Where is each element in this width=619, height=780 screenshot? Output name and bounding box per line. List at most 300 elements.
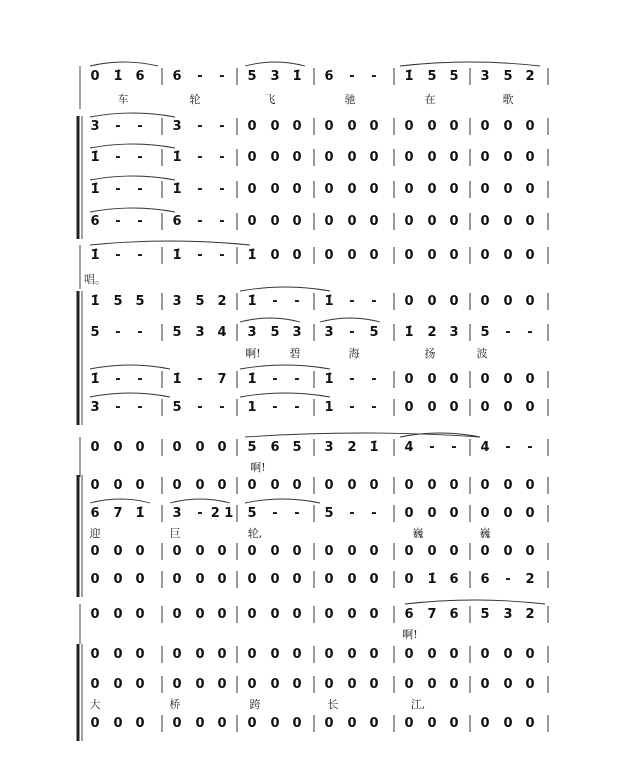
note: 0 <box>270 150 280 165</box>
note: 0 <box>449 677 459 692</box>
note: 0 <box>427 506 437 521</box>
note: 0 <box>217 478 227 493</box>
measure <box>324 544 378 559</box>
dash-note: - <box>505 440 511 455</box>
measure <box>480 677 534 692</box>
note: 0 <box>347 119 357 134</box>
note: 0 <box>347 677 357 692</box>
note: 1̇ <box>172 248 182 263</box>
staff-row <box>90 606 548 623</box>
measure <box>247 478 301 493</box>
measure <box>324 478 378 493</box>
note: 0 <box>525 248 535 263</box>
note: 0 <box>324 214 334 229</box>
note: 0 <box>404 294 414 309</box>
measure <box>480 248 534 263</box>
note: 0 <box>135 647 145 662</box>
dash-note: - <box>115 400 121 415</box>
note: 3 <box>480 69 490 84</box>
dash-note: - <box>197 182 203 197</box>
note: 0 <box>270 716 280 731</box>
measure <box>404 544 458 559</box>
slur-line <box>90 62 158 66</box>
measure <box>90 440 144 455</box>
note: 0 <box>525 294 535 309</box>
dash-note: - <box>137 119 143 134</box>
note: 0 <box>369 647 379 662</box>
note: 1̇ <box>90 294 100 309</box>
note: 0 <box>347 572 357 587</box>
note: 0 <box>480 716 490 731</box>
note: 0 <box>480 544 490 559</box>
note: 1̇ <box>324 294 334 309</box>
note: 0 <box>172 607 182 622</box>
note: 0 <box>217 607 227 622</box>
note: 5 <box>324 506 334 521</box>
lyric-word: 扬 <box>424 347 436 360</box>
slur-line <box>400 62 540 66</box>
note: 0 <box>172 716 182 731</box>
staff-row <box>90 181 548 198</box>
note: 0 <box>503 506 513 521</box>
note: 0 <box>172 440 182 455</box>
measure <box>247 506 299 521</box>
score-system-3 <box>78 437 548 597</box>
note: 0 <box>195 544 205 559</box>
note: 7 <box>427 607 437 622</box>
note: 3 <box>172 294 182 309</box>
measure <box>90 119 142 134</box>
note: 0 <box>503 182 513 197</box>
note: 0 <box>113 677 123 692</box>
note: 2 1 <box>210 506 234 521</box>
dash-note: - <box>219 119 225 134</box>
note: 0 <box>270 478 280 493</box>
note: 1̇ <box>427 572 437 587</box>
measure <box>90 607 144 622</box>
measure <box>324 214 378 229</box>
note: 0 <box>525 478 535 493</box>
dash-note: - <box>371 506 377 521</box>
measure <box>247 372 299 387</box>
score-system-1 <box>78 66 548 239</box>
note: 0 <box>135 677 145 692</box>
lyric-word: 长 <box>327 698 339 711</box>
lyric-word: 碧 <box>289 347 301 360</box>
dash-note: - <box>219 400 225 415</box>
measure <box>324 572 378 587</box>
note: 0 <box>247 647 257 662</box>
lyric-word: 巍 <box>479 527 491 540</box>
measure <box>247 214 301 229</box>
note: 0 <box>404 506 414 521</box>
note: 0 <box>347 607 357 622</box>
note: 0 <box>449 400 459 415</box>
dash-note: - <box>349 294 355 309</box>
note: 0 <box>480 478 490 493</box>
note: 1̇ <box>247 294 257 309</box>
note: 0 <box>503 294 513 309</box>
note: 0 <box>480 248 490 263</box>
staff-row <box>90 118 548 135</box>
dash-note: - <box>115 119 121 134</box>
dash-note: - <box>505 572 511 587</box>
note: 0 <box>113 716 123 731</box>
measure <box>480 506 534 521</box>
lyric-row <box>118 92 514 106</box>
note: 0 <box>404 372 414 387</box>
slur-line <box>245 433 480 437</box>
note: 0 <box>525 182 535 197</box>
note: 0 <box>369 544 379 559</box>
dash-note: - <box>197 372 203 387</box>
lyric-word: 飞 <box>264 93 276 106</box>
staff-row <box>90 324 548 341</box>
measure <box>247 69 301 84</box>
note: 0 <box>270 248 280 263</box>
measure <box>172 150 224 165</box>
note: 1 <box>324 400 334 415</box>
note: 0 <box>449 248 459 263</box>
note: 0 <box>404 248 414 263</box>
slur-line <box>90 113 175 117</box>
measure <box>172 214 224 229</box>
note: 0 <box>195 716 205 731</box>
note: 0 <box>369 478 379 493</box>
dash-note: - <box>197 69 203 84</box>
lyric-row <box>402 628 417 641</box>
measure <box>247 325 301 340</box>
measure <box>480 182 534 197</box>
measure <box>247 150 301 165</box>
note: 0 <box>135 716 145 731</box>
dash-note: - <box>197 248 203 263</box>
slur-line <box>90 144 175 148</box>
note: 1̇ <box>404 325 414 340</box>
note: 0 <box>404 716 414 731</box>
note: 2 <box>347 440 357 455</box>
staff-row <box>90 149 548 166</box>
note: 0 <box>113 478 123 493</box>
measure <box>480 400 534 415</box>
note: 0 <box>503 677 513 692</box>
dash-note: - <box>219 182 225 197</box>
note: 1̇ <box>90 248 100 263</box>
note: 7 <box>113 506 123 521</box>
note: 0 <box>324 572 334 587</box>
note: 0 <box>292 572 302 587</box>
measure <box>172 607 226 622</box>
note: 0 <box>404 182 414 197</box>
lyric-word: 波 <box>476 347 488 360</box>
lyric-row <box>90 526 491 540</box>
note: 0 <box>449 372 459 387</box>
note: 0 <box>270 119 280 134</box>
note: 0 <box>347 182 357 197</box>
lyric-word: 歌 <box>502 93 514 106</box>
measure <box>480 150 534 165</box>
note: 3 <box>292 325 302 340</box>
measure <box>90 544 144 559</box>
note: 3 <box>324 325 334 340</box>
measure <box>404 182 458 197</box>
note: 0 <box>369 214 379 229</box>
note: 1 <box>247 400 257 415</box>
note: 0 <box>449 506 459 521</box>
measure <box>90 294 144 309</box>
note: 3 <box>172 506 182 521</box>
note: 0 <box>404 214 414 229</box>
note: 0 <box>292 248 302 263</box>
dash-note: - <box>294 400 300 415</box>
lyric-word: 啊! <box>402 628 418 641</box>
note: 6 <box>135 69 145 84</box>
measure <box>480 478 534 493</box>
measure <box>324 607 378 622</box>
note: 1̇ <box>135 506 145 521</box>
note: 0 <box>292 607 302 622</box>
note: 0 <box>113 647 123 662</box>
slur-line <box>240 318 300 322</box>
note: 0 <box>525 647 535 662</box>
note: 0 <box>369 572 379 587</box>
measure <box>324 677 378 692</box>
measure <box>247 440 301 455</box>
measure <box>90 506 144 521</box>
measure <box>172 506 233 521</box>
note: 0 <box>503 119 513 134</box>
lyric-word: 桥 <box>169 698 181 711</box>
note: 1̇ <box>172 150 182 165</box>
lyric-word: 啊! <box>250 461 266 474</box>
note: 0 <box>347 150 357 165</box>
note: 0 <box>217 647 227 662</box>
measure <box>90 716 144 731</box>
lyric-row <box>250 461 265 474</box>
measure <box>172 677 226 692</box>
note: 0 <box>247 607 257 622</box>
measure <box>172 248 224 263</box>
note: 6 <box>172 214 182 229</box>
measure <box>480 572 534 587</box>
measure <box>324 400 376 415</box>
slur-line <box>240 287 330 291</box>
measure <box>172 69 224 84</box>
staff-row <box>90 68 548 85</box>
note: 5 <box>195 294 205 309</box>
measure <box>404 150 458 165</box>
dash-note: - <box>371 372 377 387</box>
slur-line <box>90 499 150 503</box>
note: 0 <box>369 716 379 731</box>
measure <box>324 372 376 387</box>
measure <box>404 677 458 692</box>
measure <box>404 716 458 731</box>
measure <box>90 478 144 493</box>
measure <box>480 607 534 622</box>
note: 0 <box>270 572 280 587</box>
note: 0 <box>247 572 257 587</box>
note: 0 <box>480 214 490 229</box>
note: 3 <box>270 69 280 84</box>
note: 0 <box>449 119 459 134</box>
note: 0 <box>195 607 205 622</box>
measure <box>247 716 301 731</box>
lyric-word: 跨 <box>249 698 261 711</box>
note: 0 <box>270 607 280 622</box>
measure <box>90 677 144 692</box>
lyric-row <box>84 273 106 286</box>
measure <box>324 150 378 165</box>
note: 0 <box>525 150 535 165</box>
note: 0 <box>247 214 257 229</box>
note: 3 <box>90 400 100 415</box>
note: 0 <box>427 478 437 493</box>
note: 5 <box>247 506 257 521</box>
dash-note: - <box>349 69 355 84</box>
lyric-word: 轮, <box>247 527 263 540</box>
note: 1̇ <box>90 150 100 165</box>
dash-note: - <box>349 506 355 521</box>
slur-line <box>90 241 250 245</box>
measure <box>172 478 226 493</box>
note: 0 <box>480 400 490 415</box>
note: 0 <box>247 478 257 493</box>
dash-note: - <box>349 400 355 415</box>
note: 0 <box>480 372 490 387</box>
dash-note: - <box>115 372 121 387</box>
measure <box>324 440 378 455</box>
note: 6 <box>172 69 182 84</box>
note: 0 <box>292 716 302 731</box>
measure <box>404 400 458 415</box>
measure <box>90 400 142 415</box>
note: 5 <box>503 69 513 84</box>
note: 5 <box>480 607 490 622</box>
measure <box>90 150 142 165</box>
note: 0 <box>292 182 302 197</box>
note: 5 <box>135 294 145 309</box>
measure <box>480 119 534 134</box>
dash-note: - <box>272 400 278 415</box>
dash-note: - <box>137 214 143 229</box>
note: 0 <box>347 478 357 493</box>
note: 0 <box>324 607 334 622</box>
measure <box>172 400 224 415</box>
dash-note: - <box>197 119 203 134</box>
dash-note: - <box>137 400 143 415</box>
note: 5 <box>113 294 123 309</box>
measure <box>480 69 534 84</box>
note: 1̇ <box>113 69 123 84</box>
measure <box>480 325 532 340</box>
note: 0 <box>525 716 535 731</box>
measure <box>90 69 144 84</box>
staff-row <box>90 477 548 494</box>
note: 0 <box>449 716 459 731</box>
note: 1̇ <box>90 182 100 197</box>
lyric-word: 大 <box>89 698 101 711</box>
lyric-row <box>90 697 426 711</box>
lyric-word: 轮 <box>189 93 201 106</box>
dash-note: - <box>272 294 278 309</box>
note: 2 <box>525 607 535 622</box>
measure <box>247 544 301 559</box>
measure <box>324 325 378 340</box>
note: 0 <box>270 214 280 229</box>
note: 0 <box>270 544 280 559</box>
note: 0 <box>195 478 205 493</box>
note: 1̇ <box>172 372 182 387</box>
lyric-word: 唱。 <box>84 273 106 286</box>
dash-note: - <box>527 325 533 340</box>
note: 0 <box>404 150 414 165</box>
note: 0 <box>427 400 437 415</box>
note: 0 <box>172 647 182 662</box>
slur-line <box>245 499 320 503</box>
note: 0 <box>135 572 145 587</box>
note: 0 <box>247 119 257 134</box>
dash-note: - <box>197 400 203 415</box>
note: 0 <box>247 544 257 559</box>
note: 2 <box>525 572 535 587</box>
measure <box>404 214 458 229</box>
measure <box>172 647 226 662</box>
note: 6 <box>324 69 334 84</box>
note: 0 <box>369 607 379 622</box>
note: 5 <box>427 69 437 84</box>
note: 0 <box>404 478 414 493</box>
note: 3 <box>247 325 257 340</box>
note: 4 <box>217 325 227 340</box>
dash-note: - <box>115 182 121 197</box>
note: 3 <box>503 607 513 622</box>
note: 3 <box>90 119 100 134</box>
note: 0 <box>270 677 280 692</box>
note: 0 <box>324 677 334 692</box>
note: 0 <box>217 716 227 731</box>
dash-note: - <box>219 248 225 263</box>
measure <box>404 478 458 493</box>
note: 0 <box>427 647 437 662</box>
note: 0 <box>347 214 357 229</box>
note: 0 <box>195 677 205 692</box>
measure <box>90 372 142 387</box>
note: 0 <box>480 182 490 197</box>
slur-line <box>240 393 330 397</box>
dash-note: - <box>115 214 121 229</box>
note: 0 <box>449 214 459 229</box>
dash-note: - <box>429 440 435 455</box>
note: 0 <box>480 150 490 165</box>
dash-note: - <box>137 150 143 165</box>
dash-note: - <box>371 400 377 415</box>
note: 0 <box>503 647 513 662</box>
slur-line <box>90 393 170 397</box>
note: 0 <box>292 544 302 559</box>
measure <box>172 572 226 587</box>
slur-line <box>405 600 545 604</box>
note: 0 <box>525 214 535 229</box>
note: 0 <box>525 506 535 521</box>
note: 0 <box>427 716 437 731</box>
note: 0 <box>347 248 357 263</box>
dash-note: - <box>115 150 121 165</box>
dash-note: - <box>294 372 300 387</box>
note: 0 <box>292 478 302 493</box>
note: 0 <box>369 150 379 165</box>
note: 6 <box>270 440 280 455</box>
